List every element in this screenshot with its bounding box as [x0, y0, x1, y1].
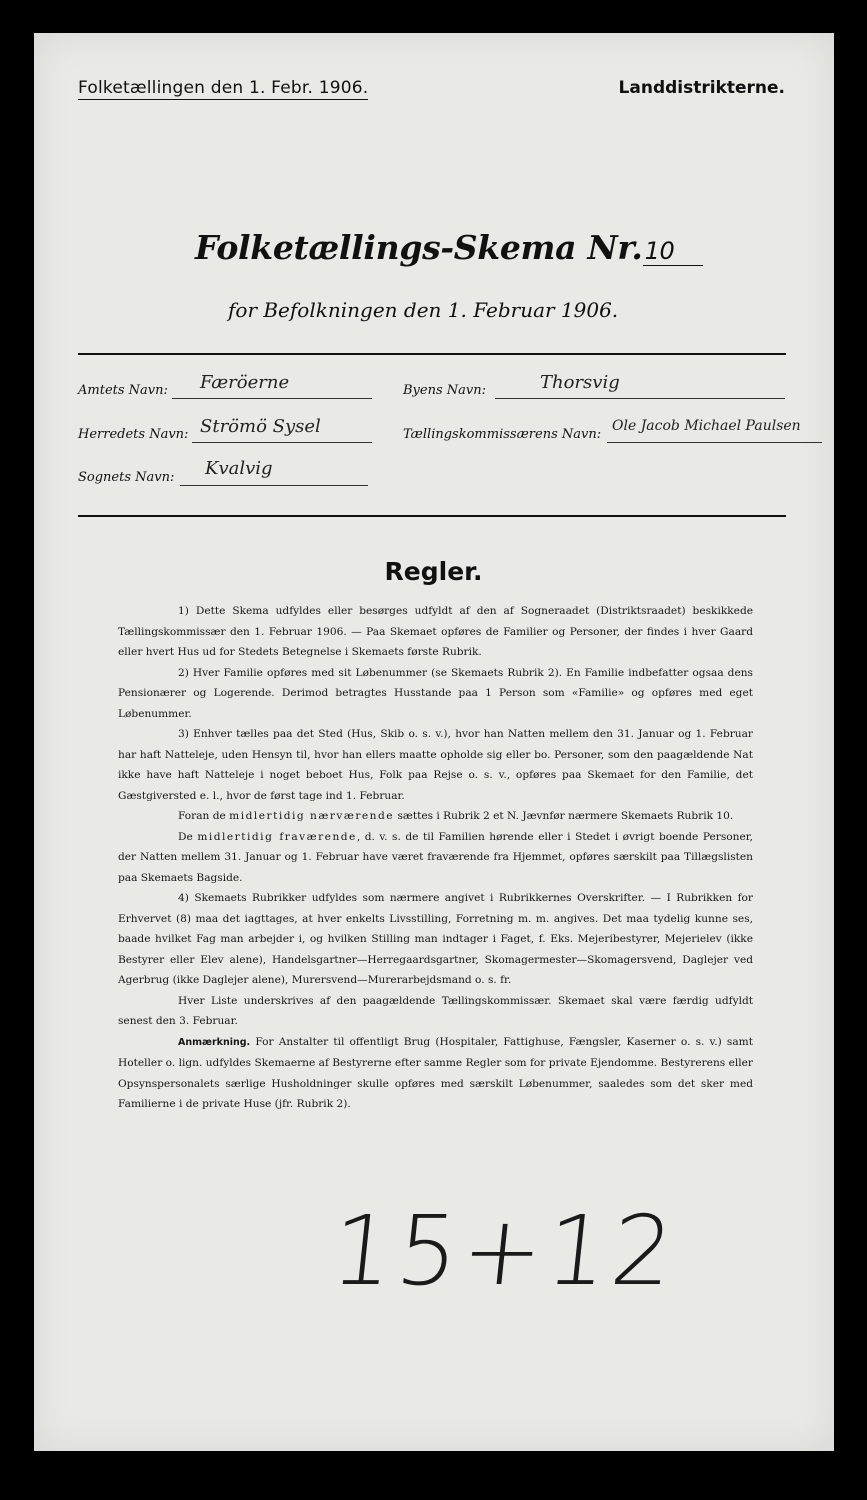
sogn-label: Sognets Navn: — [78, 470, 175, 485]
remark — [118, 1032, 753, 1115]
byen-value: Thorsvig — [540, 372, 620, 393]
byen-line — [495, 380, 785, 399]
rule-1: 1) Dette Skema udfyldes eller besørges udfyldt af den af Sogneraadet (Distriktsraadet) beskikkede Tællingskommissær den 1. Februar 1906. — Paa Skemaet opføres de Familier og Personer, der findes i hver Gaard eller hvert Hus ud for Stedets Betegnelse i Skemaets første Rubrik. — [118, 605, 753, 658]
top-divider — [78, 353, 786, 355]
rule-3-temporarily-present — [118, 806, 753, 827]
rule-3b-spaced: midlertidig nærværende — [229, 810, 395, 822]
rules-heading: Regler. — [384, 557, 483, 586]
rule-4: 4) Skemaets Rubrikker udfyldes som nærmere angivet i Rubrikkernes Overskrifter. — I Rubrikken for Erhvervet (8) maa det iagttages, at hver enkelts Livsstilling, Forretning m. m. angives. Det maa tydelig kunne ses, baade hvilket Fag man arbejder i, og hvilken Stilling man indtager i Faget, f. Eks. Mejeribestyrer, Mejerielev (ikke Bestyrer eller Elev alene), Handelsgartner—Herregaardsgartner, Skomagermester—Skomagersvend, Daglejer ved Agerbrug (ikke Daglejer alene), Murersvend—Murerarbejdsmand o. s. fr. — [118, 892, 753, 986]
amt-value: Færöerne — [200, 372, 290, 393]
form-number: 10 — [643, 237, 703, 266]
district-type-header: Landdistrikterne. — [618, 78, 785, 98]
rule-3c-pre: De — [178, 830, 193, 843]
rule-3: 3) Enhver tælles paa det Sted (Hus, Skib o. s. v.), hvor han Natten mellem den 31. Januar og 1. Februar har haft Natteleje, uden Hensyn til, hvor han ellers maatte opholde sig eller bo. Personer, som den paagældende Nat ikke have haft Natteleje i noget beboet Hus, Folk paa Rejse o. s. v., opføres paa Skemaet for den Familie, det Gæstgiversted e. l., hvor de først tage ind 1. Februar. — [118, 728, 753, 802]
herred-label: Herredets Navn: — [78, 427, 189, 442]
herred-value: Strömö Sysel — [200, 416, 321, 437]
byen-label: Byens Navn: — [403, 383, 486, 398]
rule-3c-post: , d. v. s. de til Familien hørende eller i Stedet i øvrigt boende Personer, der Natten mellem 31. Januar og 1. Februar have været fraværende fra Hjemmet, opføres særskilt paa Tillægslisten paa Skemaets Bagside. — [118, 830, 753, 884]
form-title — [195, 228, 703, 267]
kommissaer-value: Ole Jacob Michael Paulsen — [612, 418, 801, 434]
sogn-value: Kvalvig — [205, 458, 273, 479]
kommissaer-label: Tællingskommissærens Navn: — [403, 427, 602, 442]
rule-3b-post: sættes i Rubrik 2 et N. Jævnfør nærmere Skemaets Rubrik 10. — [397, 810, 734, 822]
rule-3-temporarily-absent — [118, 827, 753, 889]
form-subtitle: for Befolkningen den 1. Februar 1906. — [228, 298, 619, 322]
rule-2: 2) Hver Familie opføres med sit Løbenummer (se Skemaets Rubrik 2). En Familie indbefatter ogsaa dens Pensionærer og Logerende. Derimod betragtes Husstande paa 1 Person som «Familie» og opføres med eget Løbenummer. — [118, 666, 753, 720]
census-date-header: Folketællingen den 1. Febr. 1906. — [78, 78, 369, 98]
fields-divider — [78, 515, 786, 517]
form-title-text: Folketællings-Skema Nr. — [195, 228, 643, 267]
remark-label: Anmærkning. — [178, 1036, 251, 1048]
rules-body — [118, 601, 753, 1115]
rule-3c-spaced: midlertidig fraværende — [197, 830, 357, 843]
rule-5: Hver Liste underskrives af den paagældende Tællingskommissær. Skemaet skal være færdig udfyldt senest den 3. Februar. — [118, 994, 753, 1027]
remark-text: For Anstalter til offentligt Brug (Hospitaler, Fattighuse, Fængsler, Kaserner o. s. v.) samt Hoteller o. lign. udfyldes Skemaerne af Bestyrerne efter samme Regler som for private Ejendomme. Bestyrerens eller Opsynspersonalets særlige Husholdninger skulle opføres med særskilt Løbenummer, saaledes som det sker med Familierne i de private Huse (jfr. Rubrik 2). — [118, 1035, 753, 1110]
handwritten-total: 15+12 — [326, 1195, 683, 1307]
rule-3b-pre: Foran de — [178, 810, 226, 822]
amt-label: Amtets Navn: — [78, 383, 168, 398]
